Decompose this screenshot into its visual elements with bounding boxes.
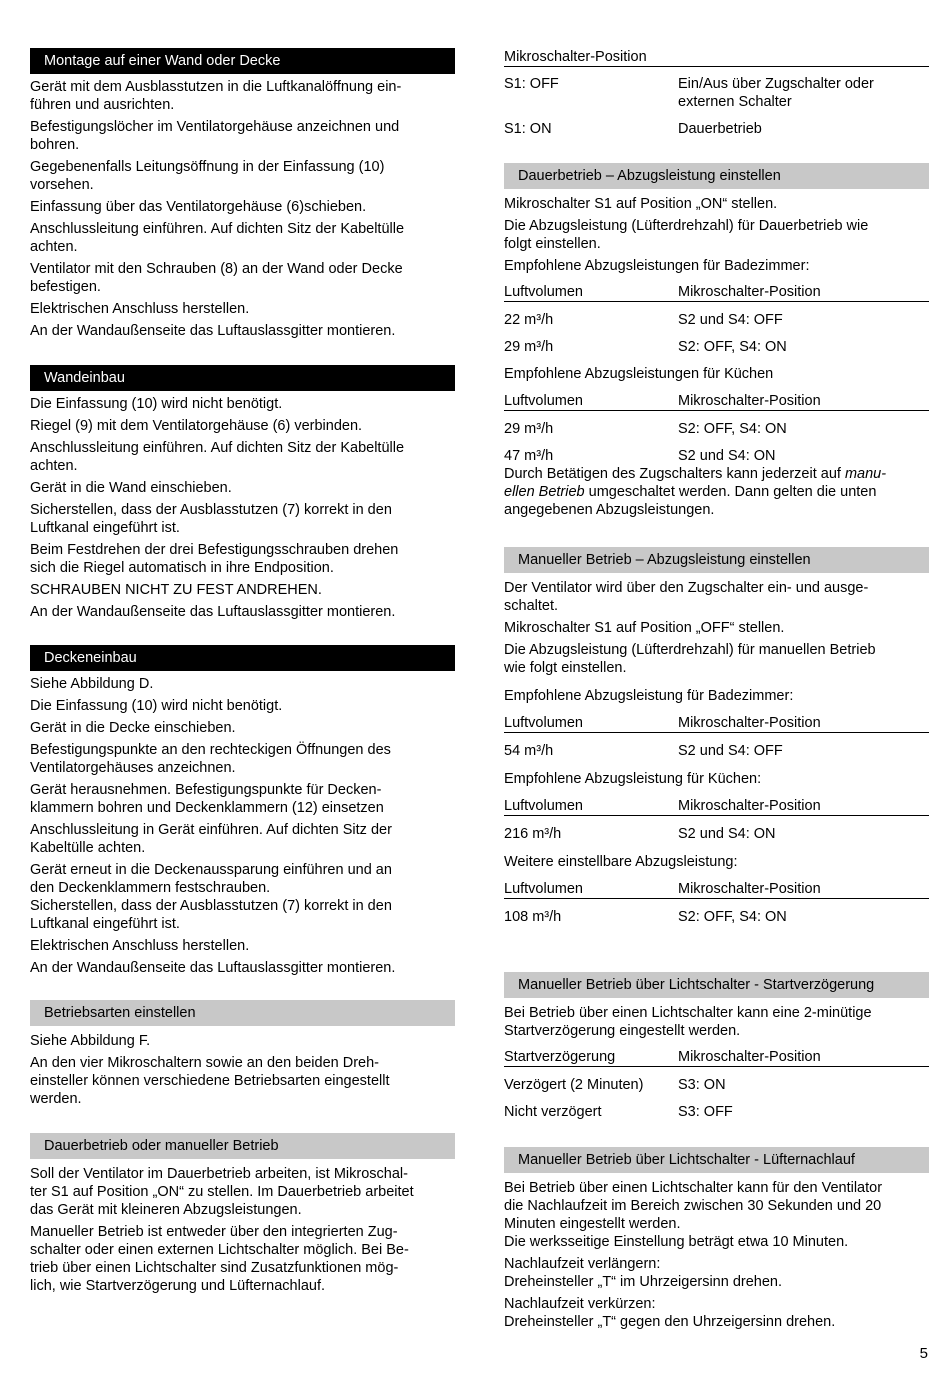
paragraph: Beim Festdrehen der drei Befestigungsschrauben drehen sich die Riegel automatisch in ihre Endposition. [30,542,399,576]
paragraph: Sicherstellen, dass der Ausblasstutzen (7) korrekt in den Luftkanal eingeführt ist. [30,502,392,536]
paragraph: Anschlussleitung einführen. Auf dichten Sitz der Kabeltülle achten. [30,440,405,474]
paragraph: Empfohlene Abzugsleistungen für Badezimmer: [504,258,810,274]
table-header-cell: Luftvolumen [504,284,583,300]
section-heading: Dauerbetrieb – Abzugsleistung einstellen [504,163,929,189]
text-run: Durch Betätigen des Zugschalters kann jederzeit auf [504,466,845,482]
emphasis-text: manu- ellen Betrieb [504,466,887,500]
paragraph: Nachlaufzeit verlängern: Dreheinsteller „T“ im Uhrzeigersinn drehen. [504,1256,783,1290]
table-header-cell: Mikroschalter-Position [678,393,821,409]
paragraph: Die Abzugsleistung (Lüfterdrehzahl) für Dauerbetrieb wie folgt einstellen. [504,218,869,252]
paragraph: Gerät herausnehmen. Befestigungspunkte für Decken- klammern bohren und Deckenklammern (12) einsetzen [30,782,384,816]
table-header [504,797,929,816]
section-manual-extraction [504,547,929,926]
paragraph: Riegel (9) mit dem Ventilatorgehäuse (6) verbinden. [30,418,363,434]
table-header-cell: Mikroschalter-Position [678,715,821,731]
section-body [30,78,455,340]
section-body [504,195,929,519]
paragraph: An der Wandaußenseite das Luftauslassgitter montieren. [30,604,396,620]
table-header-cell: Luftvolumen [504,881,583,897]
paragraph: Bei Betrieb über einen Lichtschalter kann für den Ventilator die Nachlaufzeit im Bereich zwischen 30 Sekunden und 20 Minuten eingestellt werden. Die werksseitige Einstellung beträgt etwa 10 Minuten. [504,1180,883,1250]
paragraph: Befestigungslöcher im Ventilatorgehäuse anzeichnen und bohren. [30,119,400,153]
table-cell: Dauerbetrieb [678,121,762,137]
table-header [504,880,929,899]
table-row [504,120,929,138]
section-light-switch-overrun [504,1147,929,1335]
table-header [504,48,929,67]
table-header-cell: Luftvolumen [504,393,583,409]
paragraph [504,465,929,519]
paragraph: Weitere einstellbare Abzugsleistung: [504,854,738,870]
table-cell: S2: OFF, S4: ON [678,909,787,925]
table-cell: S2 und S4: OFF [678,312,783,328]
table-cell: S2 und S4: ON [678,826,776,842]
paragraph: Bei Betrieb über einen Lichtschalter kann eine 2-minütige Startverzögerung eingestellt werden. [504,1005,872,1039]
section-heading: Manueller Betrieb – Abzugsleistung einstellen [504,547,929,573]
paragraph: Nachlaufzeit verkürzen: Dreheinsteller „T“ gegen den Uhrzeigersinn drehen. [504,1296,836,1330]
table-header-cell: Startverzögerung [504,1049,616,1065]
section-light-switch-start-delay [504,972,929,1121]
table-row [504,1076,929,1094]
paragraph: Einfassung über das Ventilatorgehäuse (6)schieben. [30,199,367,215]
table-header [504,283,929,302]
table-cell: Nicht verzögert [504,1104,602,1120]
section-body [504,1004,929,1121]
paragraph: Empfohlene Abzugsleistung für Küchen: [504,771,762,787]
switch-table-s1 [504,48,929,138]
table-cell: 22 m³/h [504,312,554,328]
paragraph: Gerät in die Decke einschieben. [30,720,236,736]
table-row [504,742,929,760]
paragraph: Ventilator mit den Schrauben (8) an der Wand oder Decke befestigen. [30,261,403,295]
table-cell: S3: ON [678,1077,726,1093]
table-header-cell: Luftvolumen [504,798,583,814]
table-cell: Ein/Aus über Zugschalter oder externen Schalter [678,76,874,110]
paragraph: Anschlussleitung einführen. Auf dichten Sitz der Kabeltülle achten. [30,221,405,255]
paragraph: Siehe Abbildung D. [30,676,154,692]
paragraph: Der Ventilator wird über den Zugschalter ein- und ausge- schaltet. [504,580,869,614]
section-heading: Manueller Betrieb über Lichtschalter - Lüfternachlauf [504,1147,929,1173]
paragraph: Siehe Abbildung F. [30,1033,151,1049]
paragraph: An der Wandaußenseite das Luftauslassgitter montieren. [30,960,396,976]
section-wall-installation [30,365,455,625]
table-cell: S2 und S4: OFF [678,743,783,759]
paragraph: Mikroschalter S1 auf Position „ON“ stellen. [504,196,778,212]
paragraph: Elektrischen Anschluss herstellen. [30,938,250,954]
table-header-cell: Mikroschalter-Position [678,1049,821,1065]
paragraph: Manueller Betrieb ist entweder über den integrierten Zug- schalter oder einen externen Lichtschalter möglich. Bei Be- trieb über einen Lichtschalter sind Zusatzfunktionen mög- lich, wie Startverzögerung und Lüfternachlauf. [30,1224,409,1294]
table-cell: S2: OFF, S4: ON [678,421,787,437]
table-header-cell: Mikroschalter-Position [678,798,821,814]
table-cell: S2: OFF, S4: ON [678,339,787,355]
section-heading: Dauerbetrieb oder manueller Betrieb [30,1133,455,1159]
section-continuous-extraction [504,163,929,523]
section-heading: Deckeneinbau [30,645,455,671]
section-heading: Manueller Betrieb über Lichtschalter - Startverzögerung [504,972,929,998]
section-heading: Montage auf einer Wand oder Decke [30,48,455,74]
table-header-cell: Mikroschalter-Position [678,881,821,897]
paragraph: An der Wandaußenseite das Luftauslassgitter montieren. [30,323,396,339]
table-cell: 29 m³/h [504,339,554,355]
table-row [504,338,929,356]
table-row [504,1103,929,1121]
section-heading: Wandeinbau [30,365,455,391]
paragraph: SCHRAUBEN NICHT ZU FEST ANDREHEN. [30,582,322,598]
table-row [504,311,929,329]
paragraph: Soll der Ventilator im Dauerbetrieb arbeiten, ist Mikroschal- ter S1 auf Position „ON“ zu stellen. Im Dauerbetrieb arbeitet das Gerät mit kleineren Abzugsleistungen. [30,1166,414,1218]
table-row [504,75,929,111]
table-header-cell: Mikroschalter-Position [504,49,647,65]
table-cell: 29 m³/h [504,421,554,437]
paragraph: Gegebenenfalls Leitungsöffnung in der Einfassung (10) vorsehen. [30,159,385,193]
paragraph: Empfohlene Abzugsleistung für Badezimmer: [504,688,794,704]
table-cell: S2 und S4: ON [678,448,776,464]
text-run: umgeschaltet werden. Dann gelten die unten angegebenen Abzugsleistungen. [504,484,877,518]
paragraph: An den vier Mikroschaltern sowie an den beiden Dreh- einsteller können verschiedene Betriebsarten eingestellt werden. [30,1055,390,1107]
section-continuous-or-manual [30,1133,455,1299]
section-body [30,1165,455,1295]
section-heading: Betriebsarten einstellen [30,1000,455,1026]
table-row [504,908,929,926]
table-cell: Verzögert (2 Minuten) [504,1077,644,1093]
table-cell: 108 m³/h [504,909,562,925]
section-body [30,395,455,621]
paragraph: Mikroschalter S1 auf Position „OFF“ stellen. [504,620,785,636]
table-header-cell: Mikroschalter-Position [678,284,821,300]
paragraph: Gerät erneut in die Deckenaussparung einführen und an den Deckenklammern festschrauben. Sicherstellen, dass der Ausblasstutzen (7) korrekt in den Luftkanal eingeführt ist. [30,862,392,932]
paragraph: Die Einfassung (10) wird nicht benötigt. [30,396,283,412]
paragraph: Elektrischen Anschluss herstellen. [30,301,250,317]
table-row [504,447,929,465]
section-body [504,579,929,926]
paragraph: Gerät in die Wand einschieben. [30,480,232,496]
table-row [504,825,929,843]
table-cell: 47 m³/h [504,448,554,464]
paragraph: Die Einfassung (10) wird nicht benötigt. [30,698,283,714]
section-ceiling-installation [30,645,455,981]
table-header-cell: Luftvolumen [504,715,583,731]
table-header [504,1048,929,1067]
section-operating-modes [30,1000,455,1112]
page-number: 5 [919,1345,928,1362]
table-cell: S1: ON [504,121,552,137]
table-header [504,392,929,411]
paragraph: Befestigungspunkte an den rechteckigen Öffnungen des Ventilatorgehäuses anzeichnen. [30,742,391,776]
paragraph: Anschlussleitung in Gerät einführen. Auf dichten Sitz der Kabeltülle achten. [30,822,392,856]
table-cell: 54 m³/h [504,743,554,759]
table-header [504,714,929,733]
section-wall-ceiling-mounting [30,48,455,344]
paragraph: Empfohlene Abzugsleistungen für Küchen [504,366,774,382]
paragraph: Gerät mit dem Ausblasstutzen in die Luftkanalöffnung ein- führen und ausrichten. [30,79,402,113]
section-body [504,1179,929,1331]
table-cell: 216 m³/h [504,826,562,842]
section-body [30,675,455,977]
paragraph: Die Abzugsleistung (Lüfterdrehzahl) für manuellen Betrieb wie folgt einstellen. [504,642,876,676]
section-body [30,1032,455,1108]
table-row [504,420,929,438]
table-cell: S3: OFF [678,1104,733,1120]
table-cell: S1: OFF [504,76,559,92]
